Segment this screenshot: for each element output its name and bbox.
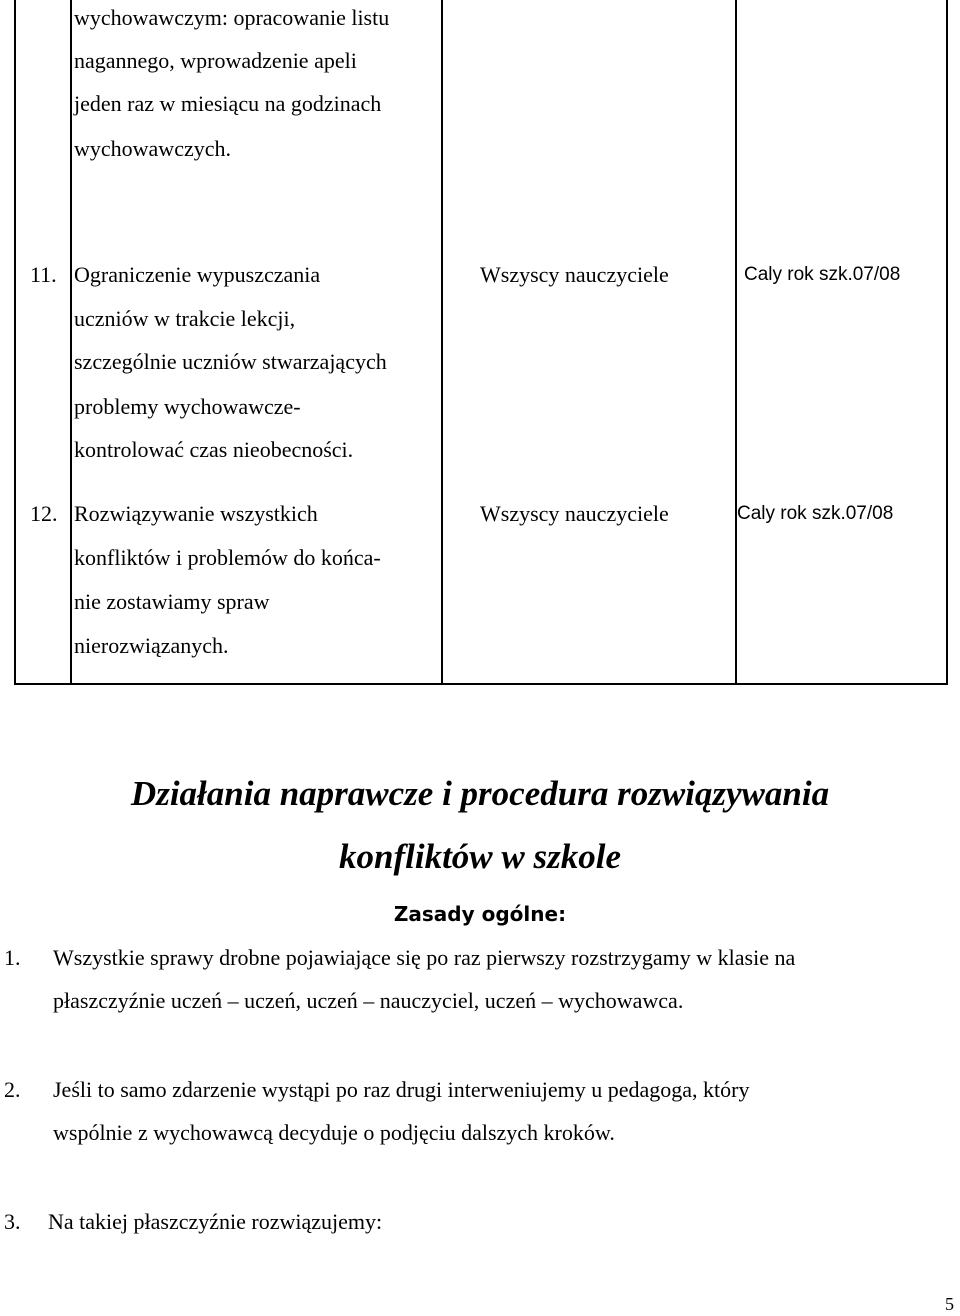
table-col-divider-3 <box>735 0 737 685</box>
activity-line: jeden raz w miesiącu na godzinach <box>74 91 382 116</box>
activity-line: Ograniczenie wypuszczania <box>74 262 321 287</box>
page-number: 5 <box>945 1294 954 1314</box>
list-item-number: 2. <box>4 1077 21 1102</box>
table-border-right <box>946 0 948 685</box>
section-subtitle: Zasady ogólne: <box>393 902 567 926</box>
responsible-cell: Wszyscy nauczyciele <box>480 262 669 287</box>
activity-line: problemy wychowawcze- <box>74 394 301 419</box>
responsible-cell: Wszyscy nauczyciele <box>480 501 669 526</box>
activity-line: konfliktów i problemów do końca- <box>74 545 381 570</box>
table-border-left <box>14 0 16 685</box>
activity-line: nagannego, wprowadzenie apeli <box>74 48 357 73</box>
table-border-bottom <box>14 683 948 685</box>
term-cell: Caly rok szk.07/08 <box>744 264 901 285</box>
section-title-line-2: konfliktów w szkole <box>339 837 621 876</box>
activity-line: szczególnie uczniów stwarzających <box>74 349 387 374</box>
term-cell: Caly rok szk.07/08 <box>737 503 894 524</box>
list-item-number: 1. <box>4 945 21 970</box>
activity-line: nie zostawiamy spraw <box>74 589 270 614</box>
section-title-line-1: Działania naprawcze i procedura rozwiązywania <box>130 774 830 813</box>
table-col-divider-2 <box>441 0 443 685</box>
activity-line: wychowawczych. <box>74 136 231 161</box>
row-number: 11. <box>30 262 57 287</box>
list-item-number: 3. <box>4 1209 21 1234</box>
activity-line: Rozwiązywanie wszystkich <box>74 501 318 526</box>
list-item-line: Wszystkie sprawy drobne pojawiające się po raz pierwszy rozstrzygamy w klasie na <box>53 945 796 970</box>
list-item-line: Jeśli to samo zdarzenie wystąpi po raz drugi interweniujemy u pedagoga, który <box>53 1077 750 1102</box>
table-col-divider-1 <box>70 0 72 685</box>
activity-line: nierozwiązanych. <box>74 633 229 658</box>
list-item-line: Na takiej płaszczyźnie rozwiązujemy: <box>48 1209 383 1234</box>
activity-line: kontrolować czas nieobecności. <box>74 437 354 462</box>
list-item-line: wspólnie z wychowawcą decyduje o podjęciu dalszych kroków. <box>53 1120 615 1145</box>
activity-line: wychowawczym: opracowanie listu <box>74 5 390 30</box>
activity-line: uczniów w trakcie lekcji, <box>74 306 296 331</box>
list-item-line: płaszczyźnie uczeń – uczeń, uczeń – nauczyciel, uczeń – wychowawca. <box>53 988 684 1013</box>
row-number: 12. <box>30 501 58 526</box>
